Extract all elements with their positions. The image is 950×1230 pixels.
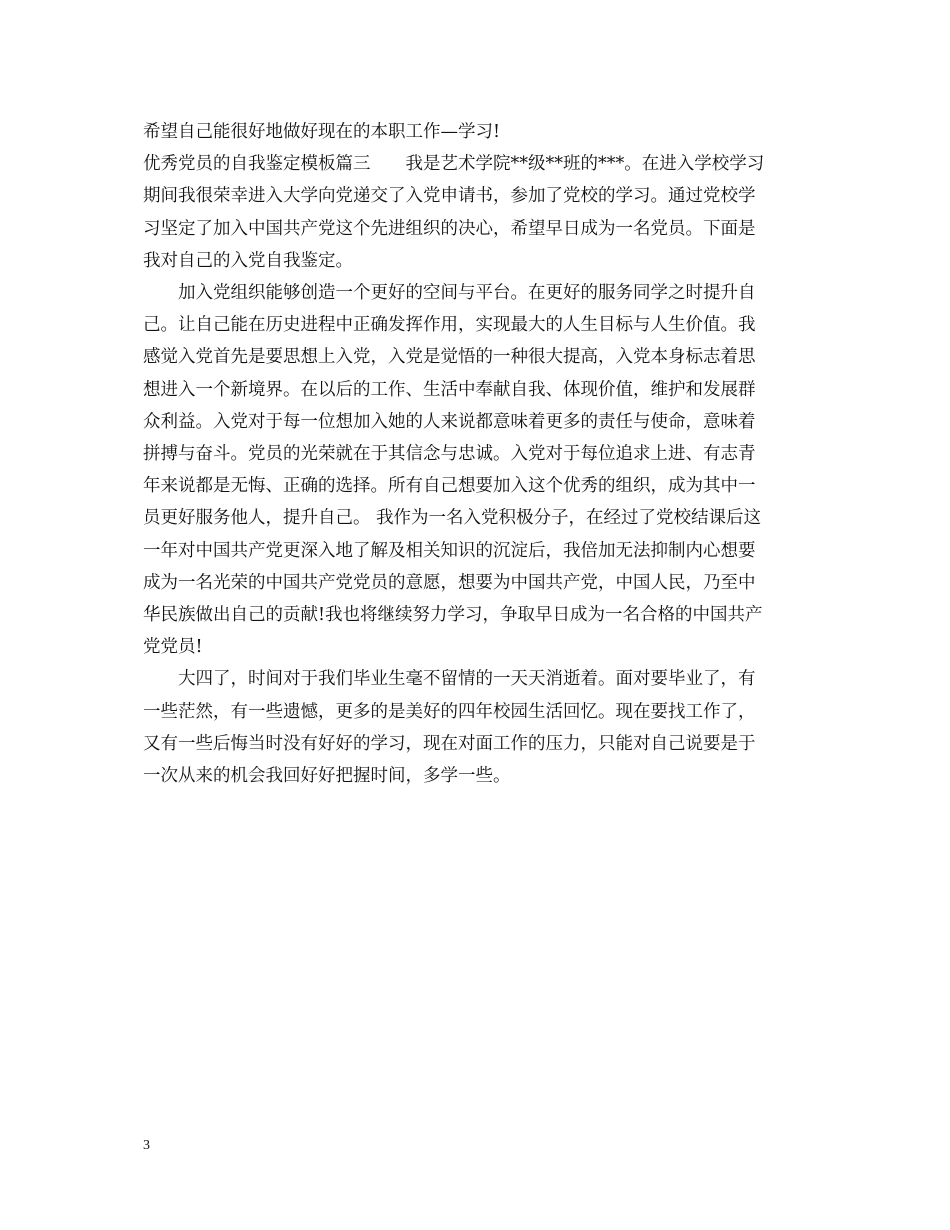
document-body — [143, 116, 808, 792]
page-number: 3 — [143, 1138, 150, 1153]
text-line: 感觉入党首先是要思想上入党，入党是觉悟的一种很大提高，入党本身标志着思 — [143, 347, 756, 368]
text-line: 希望自己能很好地做好现在的本职工作—学习! — [143, 122, 501, 142]
text-line: 又有一些后悔当时没有好好的学习，现在对面工作的压力，只能对自己说要是于 — [143, 733, 756, 754]
text-line: 拼搏与奋斗。党员的光荣就在于其信念与忠诚。入党对于每位追求上进、有志青 — [143, 444, 756, 465]
text-line: 华民族做出自己的贡献!我也将继续努力学习，争取早日成为一名合格的中国共产 — [143, 605, 763, 626]
text-line: 一次从来的机会我回好好把握时间，多学一些。 — [143, 766, 511, 787]
text-line: 众利益。入党对于每一位想加入她的人来说都意味着更多的责任与使命，意味着 — [143, 411, 756, 432]
text-line: 成为一名光荣的中国共产党党员的意愿，想要为中国共产党，中国人民，乃至中 — [143, 572, 756, 593]
text-line: 加入党组织能够创造一个更好的空间与平台。在更好的服务同学之时提升自 — [143, 283, 756, 304]
text-line: 党党员! — [143, 637, 203, 658]
text-line: 我对自己的入党自我鉴定。 — [143, 250, 353, 271]
text-line: 习坚定了加入中国共产党这个先进组织的决心，希望早日成为一名党员。下面是 — [143, 218, 756, 239]
text-line: 员更好服务他人，提升自己。 我作为一名入党积极分子，在经过了党校结课后这 — [143, 508, 762, 529]
text-line: 大四了，时间对于我们毕业生毫不留情的一天天消逝着。面对要毕业了，有 — [143, 669, 756, 690]
text-line: 年来说都是无悔、正确的选择。所有自己想要加入这个优秀的组织，成为其中一 — [143, 476, 756, 497]
text-line: 一些茫然，有一些遗憾，更多的是美好的四年校园生活回忆。现在要找工作了， — [143, 701, 756, 722]
text-line: 己。让自己能在历史进程中正确发挥作用，实现最大的人生目标与人生价值。我 — [143, 315, 756, 336]
text-line: 优秀党员的自我鉴定模板篇三 我是艺术学院**级**班的***。在进入学校学习 — [143, 154, 765, 175]
text-line: 一年对中国共产党更深入地了解及相关知识的沉淀后，我倍加无法抑制内心想要 — [143, 540, 756, 561]
text-line: 想进入一个新境界。在以后的工作、生活中奉献自我、体现价值，维护和发展群 — [143, 379, 756, 400]
text-line: 期间我很荣幸进入大学向党递交了入党申请书，参加了党校的学习。通过党校学 — [143, 186, 756, 207]
